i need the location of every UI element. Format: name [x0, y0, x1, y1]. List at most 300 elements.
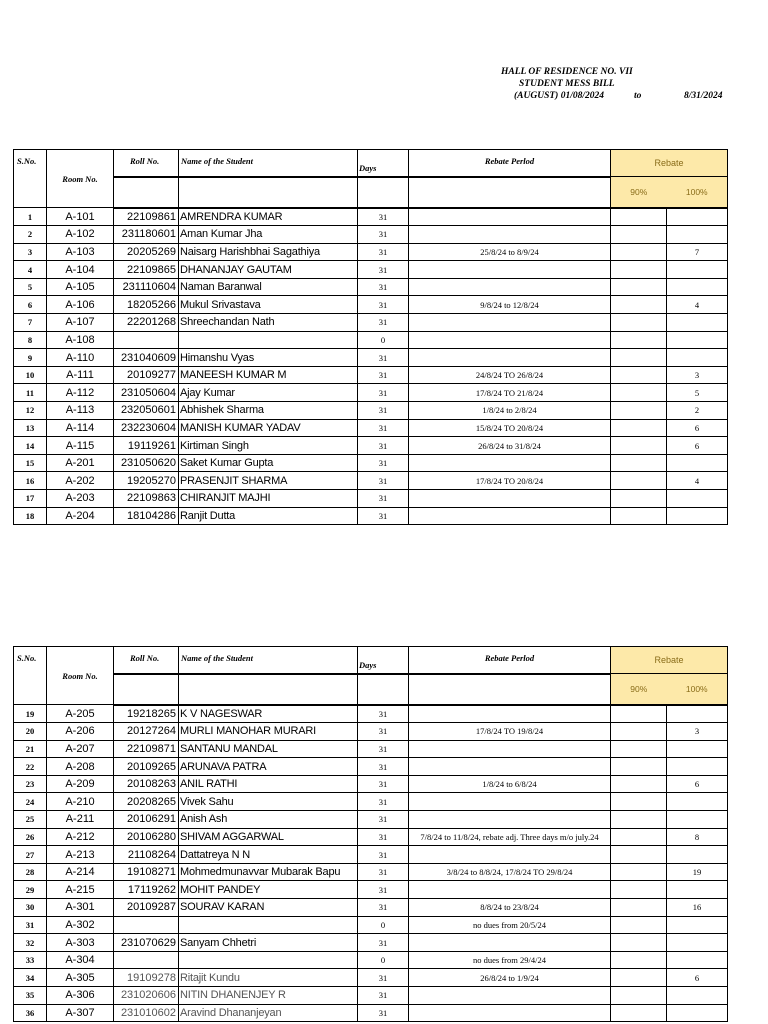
cell-room: A-201 [47, 454, 114, 472]
cell-sno: 9 [14, 349, 47, 367]
cell-rebate-period [409, 454, 611, 472]
cell-name [179, 331, 358, 349]
cell-sno: 21 [14, 740, 47, 758]
cell-rebate-period: 24/8/24 TO 26/8/24 [409, 366, 611, 384]
cell-roll: 22201268 [114, 314, 179, 332]
cell-roll: 20205269 [114, 243, 179, 261]
cell-room: A-211 [47, 811, 114, 829]
cell-room: A-102 [47, 226, 114, 244]
cell-roll: 20208265 [114, 793, 179, 811]
cell-name: Aravind Dhananjeyan [179, 1004, 358, 1022]
col-header-name: Name of the Student [179, 647, 358, 674]
cell-roll: 231070629 [114, 934, 179, 952]
cell-roll: 17119262 [114, 881, 179, 899]
table-row [14, 881, 728, 899]
cell-days: 31 [358, 775, 409, 793]
cell-rebate-90 [611, 208, 667, 226]
cell-rebate-period [409, 987, 611, 1005]
cell-name: ARUNAVA PATRA [179, 758, 358, 776]
cell-roll: 19108271 [114, 863, 179, 881]
cell-room: A-203 [47, 490, 114, 508]
cell-rebate-90 [611, 384, 667, 402]
cell-rebate-period [409, 490, 611, 508]
cell-rebate-90 [611, 366, 667, 384]
cell-rebate-90 [611, 454, 667, 472]
cell-rebate-period: 1/8/24 to 2/8/24 [409, 402, 611, 420]
cell-rebate-90 [611, 402, 667, 420]
cell-roll: 231180601 [114, 226, 179, 244]
cell-roll: 22109861 [114, 208, 179, 226]
cell-rebate-100 [667, 758, 728, 776]
cell-rebate-90 [611, 969, 667, 987]
table-row [14, 969, 728, 987]
table-row [14, 490, 728, 508]
cell-days: 31 [358, 402, 409, 420]
table-row [14, 811, 728, 829]
cell-rebate-90 [611, 419, 667, 437]
cell-sno: 1 [14, 208, 47, 226]
cell-rebate-period [409, 261, 611, 279]
cell-sno: 34 [14, 969, 47, 987]
cell-rebate-period [409, 278, 611, 296]
table-row [14, 472, 728, 490]
table-row [14, 278, 728, 296]
table-row [14, 758, 728, 776]
col-header-sno: S.No. [14, 150, 47, 208]
cell-sno: 12 [14, 402, 47, 420]
cell-name: K V NAGESWAR [179, 705, 358, 723]
cell-sno: 17 [14, 490, 47, 508]
table-row [14, 951, 728, 969]
table-row [14, 208, 728, 226]
cell-rebate-100: 3 [667, 366, 728, 384]
cell-sno: 2 [14, 226, 47, 244]
table-row [14, 419, 728, 437]
cell-roll: 232050601 [114, 402, 179, 420]
cell-roll: 231050604 [114, 384, 179, 402]
table-row [14, 793, 728, 811]
cell-room: A-303 [47, 934, 114, 952]
cell-sno: 24 [14, 793, 47, 811]
cell-days: 31 [358, 793, 409, 811]
cell-rebate-period [409, 314, 611, 332]
table-row [14, 1004, 728, 1022]
cell-rebate-90 [611, 490, 667, 508]
cell-room: A-202 [47, 472, 114, 490]
cell-sno: 28 [14, 863, 47, 881]
cell-name: Shreechandan Nath [179, 314, 358, 332]
cell-rebate-period [409, 226, 611, 244]
col-header-rebate: Rebate [611, 647, 728, 674]
cell-rebate-period [409, 349, 611, 367]
cell-room: A-112 [47, 384, 114, 402]
col-header-rebate-90: 90% [611, 177, 667, 208]
cell-days: 31 [358, 296, 409, 314]
cell-rebate-100 [667, 740, 728, 758]
cell-rebate-100: 6 [667, 775, 728, 793]
cell-sno: 23 [14, 775, 47, 793]
cell-days: 31 [358, 934, 409, 952]
cell-sno: 36 [14, 1004, 47, 1022]
cell-rebate-period [409, 793, 611, 811]
cell-rebate-90 [611, 705, 667, 723]
cell-name: Ritajit Kundu [179, 969, 358, 987]
cell-days: 31 [358, 899, 409, 917]
cell-sno: 33 [14, 951, 47, 969]
col-header-days: Days [358, 647, 409, 674]
cell-rebate-90 [611, 916, 667, 934]
cell-room: A-304 [47, 951, 114, 969]
col-header-name: Name of the Student [179, 150, 358, 177]
table-row [14, 828, 728, 846]
cell-rebate-period: 9/8/24 to 12/8/24 [409, 296, 611, 314]
cell-roll: 231010602 [114, 1004, 179, 1022]
cell-days: 31 [358, 243, 409, 261]
cell-days: 31 [358, 1004, 409, 1022]
cell-roll: 22109863 [114, 490, 179, 508]
table-row [14, 899, 728, 917]
cell-days: 31 [358, 314, 409, 332]
cell-name: Mukul Srivastava [179, 296, 358, 314]
cell-room: A-104 [47, 261, 114, 279]
table-row [14, 226, 728, 244]
cell-rebate-period [409, 208, 611, 226]
cell-rebate-100 [667, 261, 728, 279]
cell-room: A-111 [47, 366, 114, 384]
cell-days: 0 [358, 951, 409, 969]
cell-name: Dattatreya N N [179, 846, 358, 864]
cell-rebate-period: 17/8/24 TO 19/8/24 [409, 723, 611, 741]
cell-room: A-110 [47, 349, 114, 367]
cell-name: MANEESH KUMAR M [179, 366, 358, 384]
table-row [14, 349, 728, 367]
cell-room: A-210 [47, 793, 114, 811]
cell-roll: 19119261 [114, 437, 179, 455]
cell-rebate-period [409, 881, 611, 899]
cell-rebate-period: 1/8/24 to 6/8/24 [409, 775, 611, 793]
cell-room: A-205 [47, 705, 114, 723]
cell-sno: 31 [14, 916, 47, 934]
cell-sno: 20 [14, 723, 47, 741]
cell-sno: 32 [14, 934, 47, 952]
table-row [14, 437, 728, 455]
bill-subtitle: STUDENT MESS BILL [519, 79, 615, 89]
cell-room: A-113 [47, 402, 114, 420]
cell-rebate-90 [611, 226, 667, 244]
cell-name: SHIVAM AGGARWAL [179, 828, 358, 846]
table-row [14, 366, 728, 384]
cell-rebate-100 [667, 331, 728, 349]
cell-sno: 14 [14, 437, 47, 455]
cell-rebate-100: 19 [667, 863, 728, 881]
cell-rebate-period [409, 705, 611, 723]
cell-days: 31 [358, 811, 409, 829]
cell-rebate-90 [611, 881, 667, 899]
cell-rebate-100 [667, 278, 728, 296]
cell-days: 0 [358, 916, 409, 934]
col-header-rebate-90: 90% [611, 674, 667, 705]
bill-period-end: 8/31/2024 [684, 91, 723, 101]
cell-roll: 20127264 [114, 723, 179, 741]
cell-roll: 20106291 [114, 811, 179, 829]
mess-bill-table-1 [13, 149, 728, 525]
cell-rebate-90 [611, 278, 667, 296]
cell-name [179, 916, 358, 934]
cell-sno: 25 [14, 811, 47, 829]
cell-days: 31 [358, 208, 409, 226]
cell-days: 31 [358, 828, 409, 846]
cell-room: A-107 [47, 314, 114, 332]
cell-rebate-90 [611, 793, 667, 811]
cell-name: MURLI MANOHAR MURARI [179, 723, 358, 741]
cell-rebate-period: 26/8/24 to 1/9/24 [409, 969, 611, 987]
cell-name: MANISH KUMAR YADAV [179, 419, 358, 437]
cell-rebate-90 [611, 261, 667, 279]
cell-rebate-90 [611, 243, 667, 261]
cell-rebate-period: no dues from 29/4/24 [409, 951, 611, 969]
cell-days: 31 [358, 723, 409, 741]
cell-sno: 4 [14, 261, 47, 279]
cell-roll: 20108263 [114, 775, 179, 793]
cell-room: A-209 [47, 775, 114, 793]
table-row [14, 243, 728, 261]
cell-sno: 35 [14, 987, 47, 1005]
cell-name: Anish Ash [179, 811, 358, 829]
cell-rebate-90 [611, 507, 667, 525]
cell-rebate-90 [611, 899, 667, 917]
cell-room: A-114 [47, 419, 114, 437]
cell-rebate-90 [611, 349, 667, 367]
header-blank [358, 177, 409, 208]
cell-days: 31 [358, 740, 409, 758]
cell-days: 0 [358, 331, 409, 349]
cell-name: DHANANJAY GAUTAM [179, 261, 358, 279]
cell-roll: 231110604 [114, 278, 179, 296]
cell-rebate-100: 16 [667, 899, 728, 917]
col-header-rebate-100: 100% [667, 674, 728, 705]
cell-rebate-period [409, 811, 611, 829]
header-blank [179, 177, 358, 208]
cell-rebate-100 [667, 314, 728, 332]
cell-rebate-100: 7 [667, 243, 728, 261]
cell-roll: 232230604 [114, 419, 179, 437]
cell-name: Abhishek Sharma [179, 402, 358, 420]
col-header-rebate: Rebate [611, 150, 728, 177]
cell-name [179, 951, 358, 969]
cell-room: A-212 [47, 828, 114, 846]
table-row [14, 384, 728, 402]
cell-name: Vivek Sahu [179, 793, 358, 811]
col-header-room: Room No. [47, 647, 114, 705]
cell-roll [114, 331, 179, 349]
cell-rebate-100: 3 [667, 723, 728, 741]
cell-sno: 16 [14, 472, 47, 490]
cell-rebate-100: 5 [667, 384, 728, 402]
cell-room: A-213 [47, 846, 114, 864]
cell-sno: 29 [14, 881, 47, 899]
cell-name: Ajay Kumar [179, 384, 358, 402]
cell-name: Mohmedmunavvar Mubarak Bapu [179, 863, 358, 881]
bill-period-to: to [634, 91, 642, 101]
cell-sno: 6 [14, 296, 47, 314]
cell-room: A-206 [47, 723, 114, 741]
table-row [14, 402, 728, 420]
cell-days: 31 [358, 758, 409, 776]
cell-name: Himanshu Vyas [179, 349, 358, 367]
cell-rebate-90 [611, 811, 667, 829]
cell-rebate-90 [611, 846, 667, 864]
cell-rebate-100 [667, 811, 728, 829]
cell-days: 31 [358, 437, 409, 455]
col-header-room: Room No. [47, 150, 114, 208]
table-row [14, 916, 728, 934]
cell-rebate-100 [667, 934, 728, 952]
cell-roll: 19218265 [114, 705, 179, 723]
cell-sno: 18 [14, 507, 47, 525]
cell-sno: 19 [14, 705, 47, 723]
cell-days: 31 [358, 472, 409, 490]
cell-roll: 231050620 [114, 454, 179, 472]
cell-roll: 20106280 [114, 828, 179, 846]
cell-days: 31 [358, 226, 409, 244]
table-row [14, 863, 728, 881]
cell-roll: 22109865 [114, 261, 179, 279]
cell-days: 31 [358, 261, 409, 279]
cell-rebate-period [409, 758, 611, 776]
header-blank [114, 674, 179, 705]
cell-sno: 30 [14, 899, 47, 917]
cell-name: Naman Baranwal [179, 278, 358, 296]
cell-sno: 5 [14, 278, 47, 296]
cell-name: Kirtiman Singh [179, 437, 358, 455]
cell-rebate-100 [667, 226, 728, 244]
cell-rebate-period: 25/8/24 to 8/9/24 [409, 243, 611, 261]
cell-rebate-90 [611, 828, 667, 846]
cell-days: 31 [358, 490, 409, 508]
cell-room: A-103 [47, 243, 114, 261]
cell-rebate-90 [611, 934, 667, 952]
cell-rebate-period [409, 1004, 611, 1022]
cell-days: 31 [358, 863, 409, 881]
cell-days: 31 [358, 349, 409, 367]
cell-name: Saket Kumar Gupta [179, 454, 358, 472]
cell-rebate-100 [667, 1004, 728, 1022]
cell-sno: 7 [14, 314, 47, 332]
cell-rebate-100: 6 [667, 437, 728, 455]
cell-roll: 18104286 [114, 507, 179, 525]
table-row [14, 454, 728, 472]
cell-rebate-100: 4 [667, 472, 728, 490]
cell-room: A-101 [47, 208, 114, 226]
cell-sno: 8 [14, 331, 47, 349]
cell-room: A-105 [47, 278, 114, 296]
cell-room: A-207 [47, 740, 114, 758]
cell-rebate-100 [667, 705, 728, 723]
cell-rebate-100 [667, 916, 728, 934]
cell-rebate-100 [667, 507, 728, 525]
cell-rebate-90 [611, 758, 667, 776]
cell-rebate-period: 17/8/24 TO 21/8/24 [409, 384, 611, 402]
cell-sno: 27 [14, 846, 47, 864]
cell-name: Aman Kumar Jha [179, 226, 358, 244]
table-row [14, 507, 728, 525]
header-blank [179, 674, 358, 705]
cell-rebate-90 [611, 331, 667, 349]
cell-rebate-100: 4 [667, 296, 728, 314]
cell-name: AMRENDRA KUMAR [179, 208, 358, 226]
cell-room: A-306 [47, 987, 114, 1005]
table-row [14, 723, 728, 741]
hall-title: HALL OF RESIDENCE NO. VII [501, 67, 633, 77]
cell-days: 31 [358, 366, 409, 384]
cell-roll: 20109265 [114, 758, 179, 776]
cell-roll: 19205270 [114, 472, 179, 490]
cell-rebate-100 [667, 349, 728, 367]
cell-days: 31 [358, 454, 409, 472]
table-row [14, 846, 728, 864]
cell-rebate-90 [611, 437, 667, 455]
cell-name: MOHIT PANDEY [179, 881, 358, 899]
cell-rebate-90 [611, 1004, 667, 1022]
cell-rebate-100 [667, 881, 728, 899]
cell-rebate-period [409, 846, 611, 864]
cell-room: A-208 [47, 758, 114, 776]
cell-rebate-100: 6 [667, 419, 728, 437]
cell-room: A-307 [47, 1004, 114, 1022]
cell-days: 31 [358, 987, 409, 1005]
cell-rebate-90 [611, 740, 667, 758]
header-blank [409, 177, 611, 208]
cell-room: A-108 [47, 331, 114, 349]
col-header-rebate-100: 100% [667, 177, 728, 208]
cell-roll [114, 951, 179, 969]
col-header-roll: Roll No. [114, 647, 179, 674]
cell-rebate-period: 17/8/24 TO 20/8/24 [409, 472, 611, 490]
cell-sno: 3 [14, 243, 47, 261]
cell-name: CHIRANJIT MAJHI [179, 490, 358, 508]
cell-rebate-90 [611, 472, 667, 490]
cell-roll: 20109277 [114, 366, 179, 384]
cell-sno: 13 [14, 419, 47, 437]
table-row [14, 261, 728, 279]
cell-name: PRASENJIT SHARMA [179, 472, 358, 490]
table-row [14, 331, 728, 349]
cell-rebate-100 [667, 987, 728, 1005]
header-blank [114, 177, 179, 208]
cell-room: A-204 [47, 507, 114, 525]
table-row [14, 740, 728, 758]
cell-rebate-period: no dues from 20/5/24 [409, 916, 611, 934]
cell-sno: 15 [14, 454, 47, 472]
cell-rebate-90 [611, 987, 667, 1005]
cell-rebate-100: 6 [667, 969, 728, 987]
cell-roll: 20109287 [114, 899, 179, 917]
cell-name: Sanyam Chhetri [179, 934, 358, 952]
cell-room: A-115 [47, 437, 114, 455]
cell-rebate-period [409, 740, 611, 758]
cell-rebate-period [409, 331, 611, 349]
cell-room: A-301 [47, 899, 114, 917]
table-row [14, 934, 728, 952]
col-header-days: Days [358, 150, 409, 177]
cell-rebate-100: 2 [667, 402, 728, 420]
cell-days: 31 [358, 384, 409, 402]
cell-days: 31 [358, 881, 409, 899]
cell-rebate-90 [611, 296, 667, 314]
col-header-rebate-period: Rebate Perlod [409, 150, 611, 177]
cell-name: Naisarg Harishbhai Sagathiya [179, 243, 358, 261]
cell-rebate-100 [667, 793, 728, 811]
